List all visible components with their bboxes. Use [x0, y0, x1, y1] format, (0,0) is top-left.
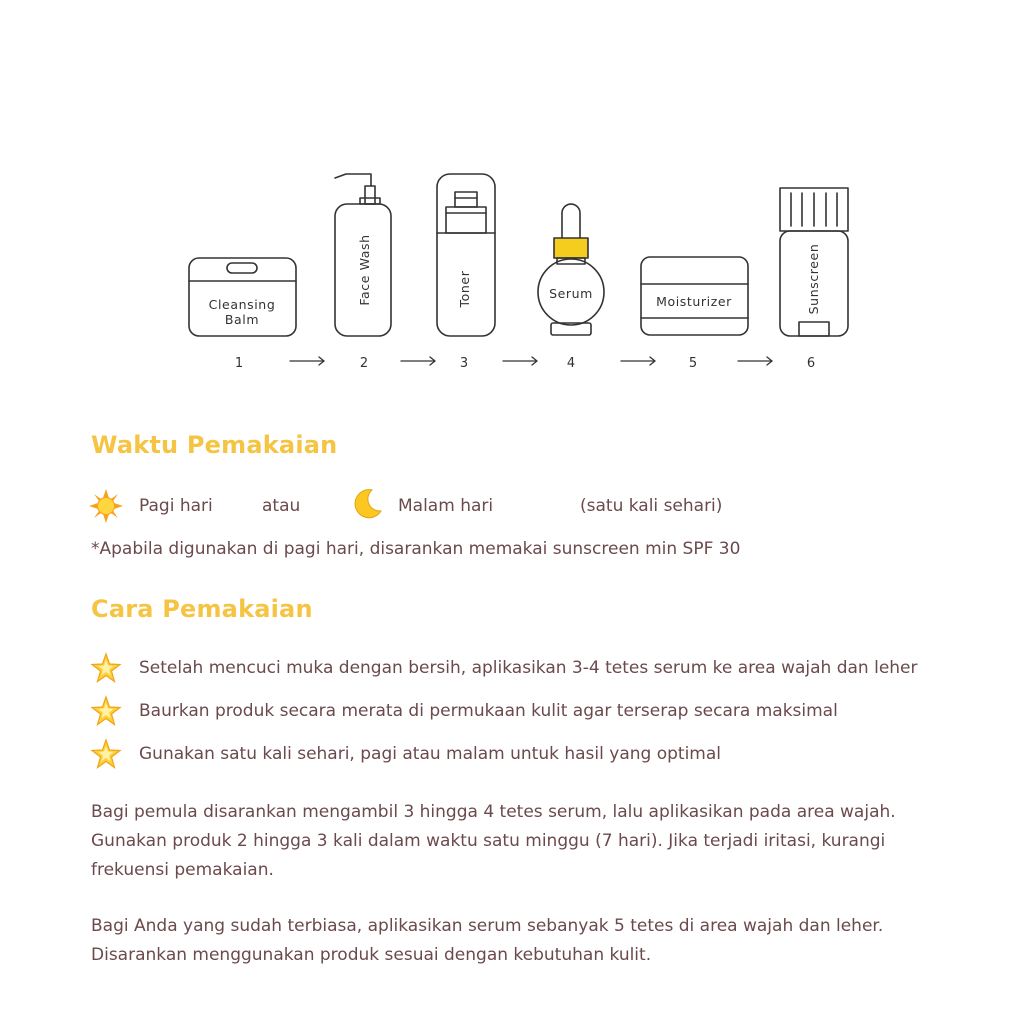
morning-label: Pagi hari: [139, 496, 213, 516]
step-number-1: 1: [234, 356, 244, 371]
arrow-icon: [738, 357, 772, 365]
beginner-paragraph: Bagi pemula disarankan mengambil 3 hingga 4 tetes serum, lalu aplikasikan pada area wajah. Gunakan produk 2 hingga 3 kali dalam waktu satu minggu (7 hari). Jika terjadi iritasi, kurangi frekuensi pemakaian.: [91, 802, 896, 880]
moisturizer-illustration: [641, 257, 748, 335]
serum-illustration: [538, 204, 604, 335]
skincare-routine-illustration: [0, 0, 1024, 400]
sun-icon: [88, 488, 124, 524]
or-label: atau: [262, 496, 301, 516]
crescent-moon-icon: [350, 487, 384, 521]
toner-label: Toner: [457, 270, 472, 308]
arrow-icon: [621, 357, 655, 365]
how-to-step-3: Gunakan satu kali sehari, pagi atau malam untuk hasil yang optimal: [139, 744, 721, 764]
cleansing-balm-illustration: [189, 258, 296, 336]
glowing-star-icon: [90, 652, 122, 684]
glowing-star-icon: [90, 738, 122, 770]
arrow-icon: [290, 357, 324, 365]
glowing-star-icon: [90, 695, 122, 727]
moisturizer-label: Moisturizer: [656, 294, 732, 309]
step-number-2: 2: [359, 356, 369, 371]
step-number-3: 3: [459, 356, 469, 371]
usage-time-heading: Waktu Pemakaian: [91, 431, 338, 459]
sunscreen-illustration: [780, 188, 848, 336]
sunscreen-note: *Apabila digunakan di pagi hari, disarankan memakai sunscreen min SPF 30: [91, 539, 741, 559]
step-number-6: 6: [806, 356, 816, 371]
night-label: Malam hari: [398, 496, 494, 516]
serum-label: Serum: [549, 286, 593, 301]
how-to-step-2: Baurkan produk secara merata di permukaan kulit agar terserap secara maksimal: [139, 701, 838, 721]
step-number-5: 5: [688, 356, 698, 371]
how-to-use-heading: Cara Pemakaian: [91, 595, 313, 623]
arrow-icon: [401, 357, 435, 365]
toner-illustration: [437, 174, 495, 336]
cleansing-balm-label-line1: Cleansing: [208, 297, 276, 312]
regular-user-paragraph: Bagi Anda yang sudah terbiasa, aplikasikan serum sebanyak 5 tetes di area wajah dan leher. Disarankan menggunakan produk sesuai dengan kebutuhan kulit.: [91, 916, 884, 965]
sunscreen-label: Sunscreen: [806, 243, 821, 315]
arrow-icon: [503, 357, 537, 365]
cleansing-balm-label-line2: Balm: [224, 312, 260, 327]
how-to-step-1: Setelah mencuci muka dengan bersih, aplikasikan 3-4 tetes serum ke area wajah dan leher: [139, 658, 918, 678]
step-number-4: 4: [566, 356, 576, 371]
face-wash-label: Face Wash: [357, 234, 372, 306]
face-wash-illustration: [335, 174, 391, 336]
frequency-label: (satu kali sehari): [580, 496, 723, 516]
